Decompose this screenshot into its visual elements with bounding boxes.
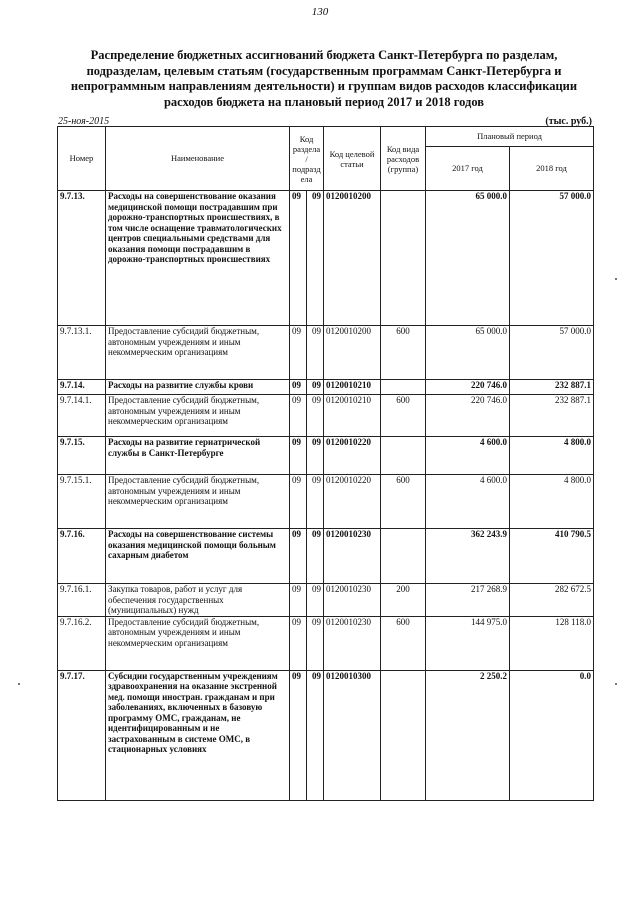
header-target-code: Код целевой статьи — [324, 127, 381, 191]
row-number: 9.7.14.1. — [58, 395, 106, 437]
row-name: Предоставление субсидий бюджетным, автономным учреждениям и иным некоммерческим организациям — [106, 326, 290, 380]
row-value-2017: 4 600.0 — [426, 475, 510, 529]
row-subsection-code: 09 — [307, 191, 324, 326]
row-type-code: 600 — [381, 475, 426, 529]
table-row — [58, 529, 594, 584]
header-2018: 2018 год — [510, 147, 594, 191]
row-type-code: 600 — [381, 395, 426, 437]
row-subsection-code: 09 — [307, 326, 324, 380]
row-type-code: 600 — [381, 326, 426, 380]
row-number: 9.7.17. — [58, 670, 106, 800]
row-type-code: 600 — [381, 616, 426, 670]
row-target-code: 0120010230 — [324, 616, 381, 670]
row-subsection-code: 09 — [307, 380, 324, 395]
row-value-2017: 144 975.0 — [426, 616, 510, 670]
row-number: 9.7.15. — [58, 437, 106, 475]
row-type-code — [381, 380, 426, 395]
row-value-2018: 4 800.0 — [510, 437, 594, 475]
scan-speck — [615, 683, 617, 685]
row-number: 9.7.15.1. — [58, 475, 106, 529]
row-target-code: 0120010200 — [324, 326, 381, 380]
row-value-2018: 410 790.5 — [510, 529, 594, 584]
row-name: Субсидии государственным учреждениям здравоохранения на оказание экстренной мед. помощи иностран. гражданам и при заболеваниях, включенных в базовую программу ОМС, гражданам, не идентифицированным и не застрахованным в системе ОМС, в стационарных условиях — [106, 670, 290, 800]
row-section-code: 09 — [290, 437, 307, 475]
row-name: Предоставление субсидий бюджетным, автономным учреждениям и иным некоммерческим организациям — [106, 475, 290, 529]
row-subsection-code: 09 — [307, 529, 324, 584]
row-number: 9.7.13.1. — [58, 326, 106, 380]
header-plan-period: Плановый период — [426, 127, 594, 147]
row-target-code: 0120010300 — [324, 670, 381, 800]
row-value-2018: 128 118.0 — [510, 616, 594, 670]
header-2017: 2017 год — [426, 147, 510, 191]
header-type-code: Код вида расходов (группа) — [381, 127, 426, 191]
row-value-2017: 362 243.9 — [426, 529, 510, 584]
row-name: Предоставление субсидий бюджетным, автономным учреждениям и иным некоммерческим организациям — [106, 395, 290, 437]
row-number: 9.7.14. — [58, 380, 106, 395]
row-value-2018: 4 800.0 — [510, 475, 594, 529]
table-row — [58, 395, 594, 437]
row-subsection-code: 09 — [307, 437, 324, 475]
document-date: 25-ноя-2015 — [58, 116, 110, 127]
row-name: Предоставление субсидий бюджетным, автономным учреждениям и иным некоммерческим организациям — [106, 616, 290, 670]
row-section-code: 09 — [290, 670, 307, 800]
row-type-code — [381, 670, 426, 800]
row-subsection-code: 09 — [307, 616, 324, 670]
row-value-2017: 2 250.2 — [426, 670, 510, 800]
page-number: 130 — [311, 6, 329, 18]
table-row — [58, 326, 594, 380]
row-number: 9.7.13. — [58, 191, 106, 326]
row-target-code: 0120010200 — [324, 191, 381, 326]
row-section-code: 09 — [290, 395, 307, 437]
row-name: Расходы на совершенствование оказания медицинской помощи пострадавшим при дорожно-транспортных происшествиях, в том числе оснащение травматологических центров специальными средствами для оказания помощи пострадавшим в дорожно-транспортных происшествиях — [106, 191, 290, 326]
row-number: 9.7.16. — [58, 529, 106, 584]
row-section-code: 09 — [290, 584, 307, 617]
row-target-code: 0120010210 — [324, 380, 381, 395]
row-value-2017: 65 000.0 — [426, 326, 510, 380]
table-row — [58, 584, 594, 617]
row-target-code: 0120010220 — [324, 437, 381, 475]
row-value-2018: 57 000.0 — [510, 191, 594, 326]
row-section-code: 09 — [290, 616, 307, 670]
row-type-code — [381, 437, 426, 475]
row-type-code — [381, 529, 426, 584]
row-name: Расходы на развитие гериатрической службы в Санкт-Петербурге — [106, 437, 290, 475]
row-subsection-code: 09 — [307, 395, 324, 437]
row-name: Закупка товаров, работ и услуг для обеспечения государственных (муниципальных) нужд — [106, 584, 290, 617]
row-target-code: 0120010210 — [324, 395, 381, 437]
row-name: Расходы на совершенствование системы оказания медицинской помощи больным сахарным диабетом — [106, 529, 290, 584]
table-row — [58, 191, 594, 326]
row-value-2018: 0.0 — [510, 670, 594, 800]
table-row — [58, 670, 594, 800]
row-subsection-code: 09 — [307, 584, 324, 617]
row-value-2017: 220 746.0 — [426, 380, 510, 395]
row-value-2017: 220 746.0 — [426, 395, 510, 437]
document-title: Распределение бюджетных ассигнований бюджета Санкт-Петербурга по разделам, подразделам, целевым статьям (государственным программам Санкт-Петербурга и непрограммным направлениям деятельности) и группам видов расходов классификации расходов бюджета на плановый период 2017 и 2018 годов — [70, 48, 578, 109]
table-row — [58, 475, 594, 529]
row-section-code: 09 — [290, 529, 307, 584]
scan-speck — [18, 683, 20, 685]
units-label: (тыс. руб.) — [545, 116, 592, 127]
header-name: Наименование — [106, 127, 290, 191]
row-value-2018: 57 000.0 — [510, 326, 594, 380]
row-subsection-code: 09 — [307, 475, 324, 529]
row-type-code — [381, 191, 426, 326]
budget-table — [57, 126, 594, 801]
row-value-2018: 232 887.1 — [510, 380, 594, 395]
row-target-code: 0120010230 — [324, 529, 381, 584]
scan-speck — [615, 278, 617, 280]
row-subsection-code: 09 — [307, 670, 324, 800]
row-target-code: 0120010220 — [324, 475, 381, 529]
row-value-2018: 232 887.1 — [510, 395, 594, 437]
row-name: Расходы на развитие службы крови — [106, 380, 290, 395]
header-section-code: Код раздела/ подразд ела — [290, 127, 324, 191]
row-value-2017: 4 600.0 — [426, 437, 510, 475]
table-row — [58, 380, 594, 395]
row-section-code: 09 — [290, 475, 307, 529]
row-section-code: 09 — [290, 191, 307, 326]
table-row — [58, 437, 594, 475]
row-number: 9.7.16.1. — [58, 584, 106, 617]
row-value-2018: 282 672.5 — [510, 584, 594, 617]
header-number: Номер — [58, 127, 106, 191]
row-number: 9.7.16.2. — [58, 616, 106, 670]
row-target-code: 0120010230 — [324, 584, 381, 617]
table-row — [58, 616, 594, 670]
row-section-code: 09 — [290, 326, 307, 380]
row-type-code: 200 — [381, 584, 426, 617]
row-section-code: 09 — [290, 380, 307, 395]
row-value-2017: 217 268.9 — [426, 584, 510, 617]
row-value-2017: 65 000.0 — [426, 191, 510, 326]
